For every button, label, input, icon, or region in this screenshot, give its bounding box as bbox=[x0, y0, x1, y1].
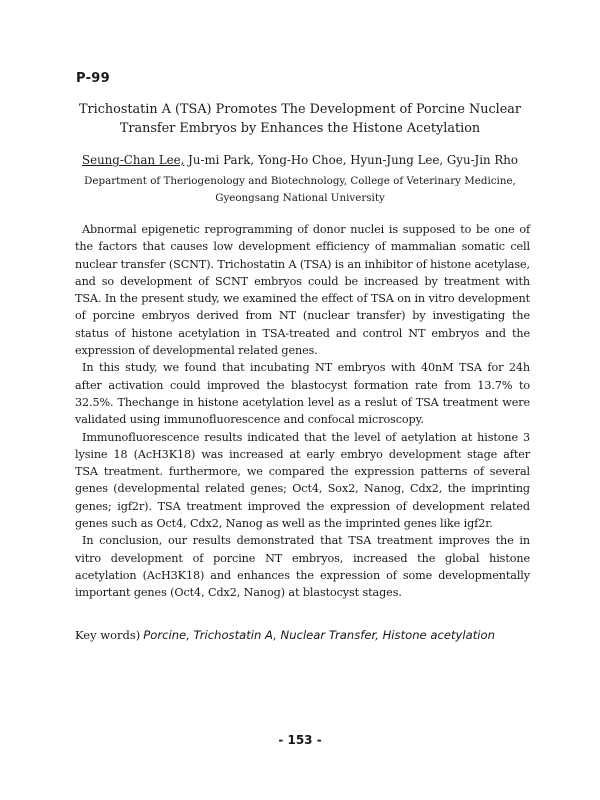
keywords-label: Key words) bbox=[75, 628, 141, 642]
page-number: - 153 - bbox=[278, 733, 322, 747]
abstract-paragraph-immunofluorescence: Immunofluorescence results indicated that the level of aetylation at histone 3 lysine 18 (AcH3K18) was increased at early embryo development stage after TSA treatment. furthermore, we compared the expression patterns of several genes (developmental related genes; Oct4, Sox2, Nanog, Cdx2, the imprinting genes; igf2r). TSA treatment improved the expression of development related genes such as Oct4, Cdx2, Nanog as well as the imprinted genes like igf2r. bbox=[75, 430, 530, 531]
presenting-author: Seung-Chan Lee, bbox=[82, 153, 185, 167]
abstract-paragraph-conclusion: In conclusion, our results demonstrated that TSA treatment improves the in vitro development of porcine NT embryos, increased the global histone acetylation (AcH3K18) and enhances the expression of some developmentally important genes (Oct4, Cdx2, Nanog) at blastocyst stages. bbox=[75, 534, 530, 600]
author-list bbox=[60, 153, 540, 168]
keywords-line bbox=[75, 627, 495, 644]
abstract-body bbox=[75, 221, 530, 602]
abstract-paragraph-background: Abnormal epigenetic reprogramming of donor nuclei is supposed to be one of the factors that causes low development efficiency of mammalian somatic cell nuclear transfer (SCNT). Trichostatin A (TSA) is an inhibitor of histone acetylase, and so development of SCNT embryos could be increased by treatment with TSA. In the present study, we examined the effect of TSA on in vitro development of porcine embryos derived from NT (nuclear transfer) by investigating the status of histone acetylation in TSA-treated and control NT embryos and the expression of developmental related genes. bbox=[75, 223, 530, 358]
keywords-values: Porcine, Trichostatin A, Nuclear Transfer, Histone acetylation bbox=[143, 628, 495, 642]
paper-title: Trichostatin A (TSA) Promotes The Development of Porcine Nuclear Transfer Embryos by Enhances the Histone Acetylation bbox=[78, 102, 522, 136]
co-authors: Ju-mi Park, Yong-Ho Choe, Hyun-Jung Lee, Gyu-Jin Rho bbox=[184, 153, 518, 167]
abstract-paragraph-results: In this study, we found that incubating NT embryos with 40nM TSA for 24h after activation could improved the blastocyst formation rate from 13.7% to 32.5%. Thechange in histone acetylation level as a reslut of TSA treatment were validated using immunofluorescence and confocal microscopy. bbox=[75, 361, 530, 427]
affiliation: Department of Theriogenology and Biotechnology, College of Veterinary Medicine, Gyeongsang National University bbox=[84, 175, 516, 204]
poster-id: P-99 bbox=[76, 71, 110, 86]
